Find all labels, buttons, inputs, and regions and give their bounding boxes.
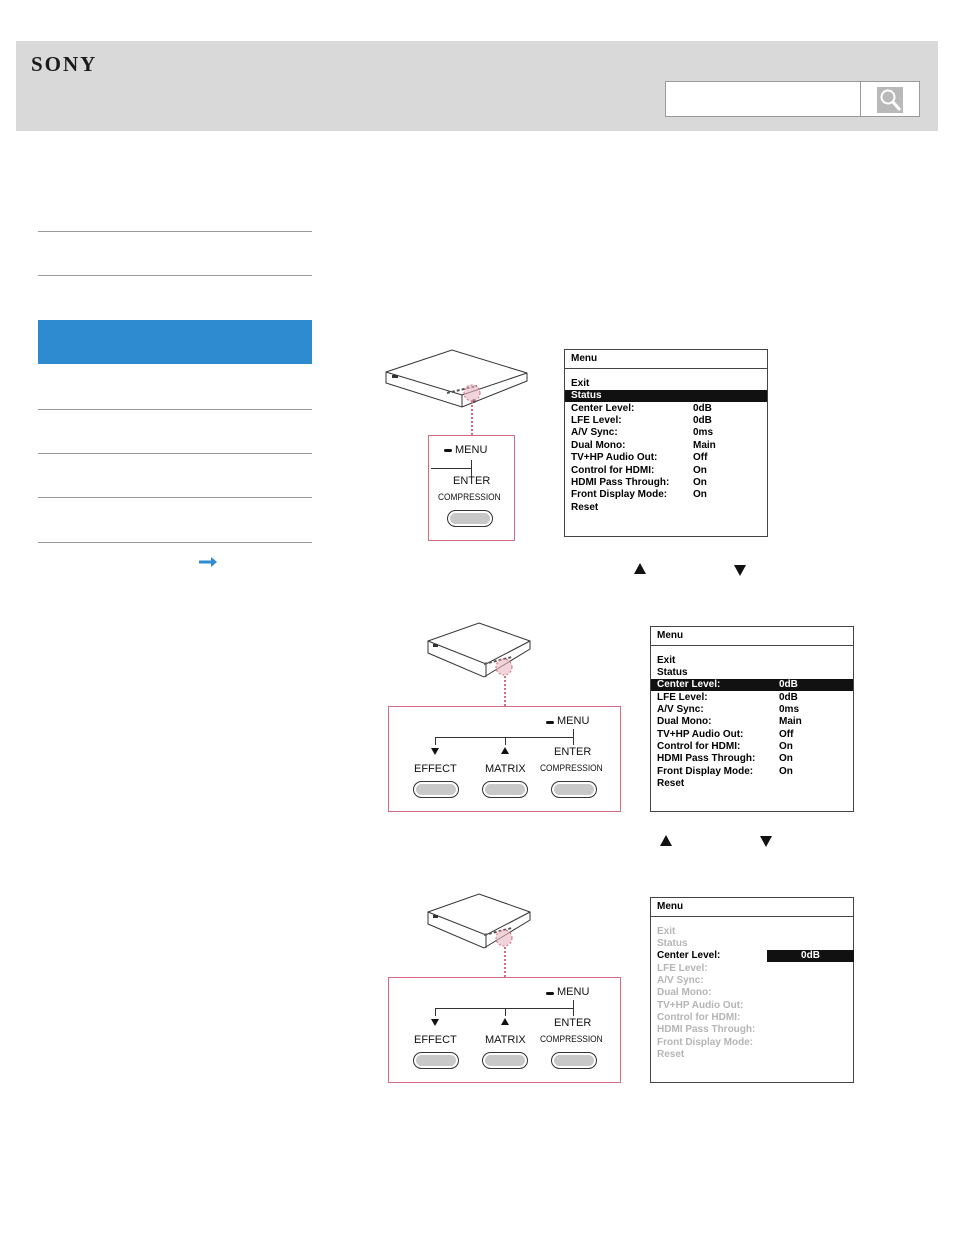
connector-line bbox=[435, 737, 436, 745]
menu-item-label: Control for HDMI: bbox=[657, 741, 741, 752]
menu-item-label: Dual Mono: bbox=[657, 716, 712, 727]
sidebar-item[interactable] bbox=[38, 498, 312, 542]
menu-item-label: TV+HP Audio Out: bbox=[571, 452, 658, 463]
menu-item-hdmi-pass-through[interactable] bbox=[565, 477, 767, 489]
menu-item-value: Main bbox=[693, 440, 716, 451]
sidebar-item[interactable] bbox=[38, 410, 312, 453]
menu-item-label: Reset bbox=[657, 778, 685, 789]
menu-item-value: 0dB bbox=[693, 403, 712, 414]
matrix-button[interactable] bbox=[482, 781, 528, 798]
receiver-device-illustration bbox=[382, 345, 532, 415]
effect-button[interactable] bbox=[413, 781, 459, 798]
up-arrow-icon bbox=[634, 563, 646, 574]
menu-item-dual-mono[interactable] bbox=[565, 440, 767, 452]
menu-item-label: HDMI Pass Through: bbox=[571, 477, 670, 488]
menu-item-label: A/V Sync: bbox=[571, 427, 618, 438]
sidebar-item[interactable] bbox=[38, 276, 312, 320]
remote-callout-box bbox=[388, 977, 621, 1083]
menu-item-value: 0dB bbox=[779, 679, 798, 690]
minus-icon bbox=[444, 449, 452, 452]
menu-item-lfe-level bbox=[651, 963, 853, 975]
menu-item-value: 0ms bbox=[693, 427, 714, 438]
menu-item-reset[interactable] bbox=[651, 778, 853, 790]
menu-item-value: On bbox=[693, 465, 707, 476]
matrix-label: MATRIX bbox=[485, 1034, 526, 1046]
compression-label: COMPRESSION bbox=[540, 1034, 603, 1045]
menu-item-value: On bbox=[693, 489, 707, 500]
menu-item-control-for-hdmi[interactable] bbox=[651, 741, 853, 753]
menu-label: MENU bbox=[455, 444, 488, 456]
down-arrow-icon bbox=[734, 565, 746, 576]
effect-label: EFFECT bbox=[414, 1034, 457, 1046]
up-triangle-icon bbox=[501, 747, 509, 754]
sidebar-divider bbox=[38, 542, 312, 543]
menu-item-value: 0dB bbox=[693, 415, 712, 426]
menu-item-control-for-hdmi bbox=[651, 1012, 853, 1024]
sidebar-item[interactable] bbox=[38, 365, 312, 409]
menu-item-value: Main bbox=[779, 716, 802, 727]
menu-item-reset[interactable] bbox=[565, 502, 767, 514]
menu-item-label: LFE Level: bbox=[657, 692, 708, 703]
effect-button[interactable] bbox=[413, 1052, 459, 1069]
magnifier-icon bbox=[877, 87, 903, 113]
menu-item-control-for-hdmi[interactable] bbox=[565, 465, 767, 477]
matrix-label: MATRIX bbox=[485, 763, 526, 775]
menu-item-value: On bbox=[693, 477, 707, 488]
menu-item-label: Dual Mono: bbox=[657, 987, 712, 998]
menu-item-front-display-mode bbox=[651, 1037, 853, 1049]
arrow-right-icon[interactable] bbox=[198, 556, 218, 568]
menu-item-av-sync[interactable] bbox=[651, 704, 853, 716]
menu-item-label: Exit bbox=[571, 378, 590, 389]
menu-item-label: Status bbox=[657, 667, 688, 678]
sidebar-item-active[interactable] bbox=[38, 320, 312, 364]
menu-item-label: Status bbox=[657, 938, 688, 949]
menu-item-exit[interactable] bbox=[565, 378, 767, 390]
up-triangle-icon bbox=[501, 1018, 509, 1025]
menu-label: MENU bbox=[557, 986, 590, 998]
menu-item-label: Front Display Mode: bbox=[657, 1037, 754, 1048]
menu-title: Menu bbox=[657, 630, 684, 641]
effect-label: EFFECT bbox=[414, 763, 457, 775]
sony-logo[interactable]: SONY bbox=[31, 52, 98, 76]
compression-label: COMPRESSION bbox=[438, 492, 501, 503]
menu-item-dual-mono bbox=[651, 987, 853, 999]
compression-button[interactable] bbox=[551, 781, 597, 798]
connector-line bbox=[505, 1008, 506, 1016]
sidebar-divider bbox=[38, 231, 312, 232]
menu-item-label: HDMI Pass Through: bbox=[657, 1024, 756, 1035]
menu-item-status bbox=[651, 938, 853, 950]
center-level-value[interactable]: 0dB bbox=[767, 950, 854, 962]
down-triangle-icon bbox=[431, 748, 439, 755]
matrix-button[interactable] bbox=[482, 1052, 528, 1069]
menu-panel-1 bbox=[564, 349, 768, 537]
menu-item-value: On bbox=[779, 741, 793, 752]
receiver-device-illustration bbox=[424, 890, 534, 960]
menu-item-label: Control for HDMI: bbox=[657, 1012, 741, 1023]
connector-line bbox=[431, 468, 471, 469]
menu-item-tv-hp-audio-out[interactable] bbox=[651, 729, 853, 741]
menu-item-label: Exit bbox=[657, 655, 676, 666]
minus-icon bbox=[546, 992, 554, 995]
menu-item-value: 0ms bbox=[779, 704, 800, 715]
menu-item-value: Off bbox=[779, 729, 794, 740]
menu-item-lfe-level[interactable] bbox=[651, 692, 853, 704]
menu-item-label: Center Level: bbox=[657, 950, 721, 961]
menu-item-tv-hp-audio-out bbox=[651, 1000, 853, 1012]
menu-item-value: Off bbox=[693, 452, 708, 463]
menu-item-label: Center Level: bbox=[657, 679, 721, 690]
menu-divider bbox=[651, 645, 853, 646]
connector-line bbox=[505, 737, 506, 745]
menu-item-status[interactable] bbox=[565, 390, 767, 402]
menu-panel-2 bbox=[650, 626, 854, 812]
compression-label: COMPRESSION bbox=[540, 763, 603, 774]
menu-item-label: TV+HP Audio Out: bbox=[657, 1000, 744, 1011]
menu-item-lfe-level[interactable] bbox=[565, 415, 767, 427]
menu-item-value: On bbox=[779, 766, 793, 777]
menu-panel-3 bbox=[650, 897, 854, 1083]
receiver-device-illustration bbox=[424, 619, 534, 689]
menu-item-front-display-mode[interactable] bbox=[651, 766, 853, 778]
menu-title: Menu bbox=[571, 353, 598, 364]
menu-item-label: HDMI Pass Through: bbox=[657, 753, 756, 764]
menu-item-label: Center Level: bbox=[571, 403, 635, 414]
menu-item-label: Dual Mono: bbox=[571, 440, 626, 451]
compression-button[interactable] bbox=[551, 1052, 597, 1069]
up-arrow-icon bbox=[660, 835, 672, 846]
search-button[interactable] bbox=[861, 81, 920, 117]
down-triangle-icon bbox=[431, 1019, 439, 1026]
menu-item-av-sync bbox=[651, 975, 853, 987]
menu-item-center-level[interactable] bbox=[651, 950, 853, 962]
menu-item-label: A/V Sync: bbox=[657, 975, 704, 986]
menu-item-label: TV+HP Audio Out: bbox=[657, 729, 744, 740]
down-arrow-icon bbox=[760, 836, 772, 847]
sidebar-item[interactable] bbox=[38, 454, 312, 497]
menu-item-exit bbox=[651, 926, 853, 938]
menu-item-hdmi-pass-through[interactable] bbox=[651, 753, 853, 765]
menu-item-value: 0dB bbox=[779, 692, 798, 703]
menu-item-reset bbox=[651, 1049, 853, 1061]
enter-label: ENTER bbox=[554, 746, 592, 758]
menu-title: Menu bbox=[657, 901, 684, 912]
menu-item-hdmi-pass-through bbox=[651, 1024, 853, 1036]
menu-divider bbox=[565, 368, 767, 369]
search-input[interactable] bbox=[665, 81, 861, 117]
minus-icon bbox=[546, 721, 554, 724]
menu-item-dual-mono[interactable] bbox=[651, 716, 853, 728]
enter-label: ENTER bbox=[453, 475, 491, 487]
compression-button[interactable] bbox=[447, 510, 493, 527]
menu-item-label: Front Display Mode: bbox=[657, 766, 754, 777]
connector-line bbox=[435, 1008, 436, 1016]
menu-item-front-display-mode[interactable] bbox=[565, 489, 767, 501]
callout-line bbox=[471, 401, 473, 435]
menu-item-label: Control for HDMI: bbox=[571, 465, 655, 476]
menu-item-label: Status bbox=[571, 390, 602, 401]
menu-item-exit[interactable] bbox=[651, 655, 853, 667]
remote-callout-box bbox=[428, 435, 515, 541]
menu-item-label: LFE Level: bbox=[657, 963, 708, 974]
menu-item-av-sync[interactable] bbox=[565, 427, 767, 439]
menu-item-label: Reset bbox=[657, 1049, 685, 1060]
menu-item-center-level[interactable] bbox=[565, 403, 767, 415]
menu-item-label: Reset bbox=[571, 502, 599, 513]
callout-line bbox=[504, 947, 506, 977]
remote-callout-box bbox=[388, 706, 621, 812]
menu-item-label: A/V Sync: bbox=[657, 704, 704, 715]
menu-item-center-level[interactable] bbox=[651, 679, 853, 691]
menu-label: MENU bbox=[557, 715, 590, 727]
menu-item-tv-hp-audio-out[interactable] bbox=[565, 452, 767, 464]
menu-item-label: LFE Level: bbox=[571, 415, 622, 426]
enter-label: ENTER bbox=[554, 1017, 592, 1029]
menu-item-status[interactable] bbox=[651, 667, 853, 679]
menu-item-label: Exit bbox=[657, 926, 676, 937]
menu-item-label: Front Display Mode: bbox=[571, 489, 668, 500]
menu-item-value: On bbox=[779, 753, 793, 764]
callout-line bbox=[504, 676, 506, 706]
menu-divider bbox=[651, 916, 853, 917]
